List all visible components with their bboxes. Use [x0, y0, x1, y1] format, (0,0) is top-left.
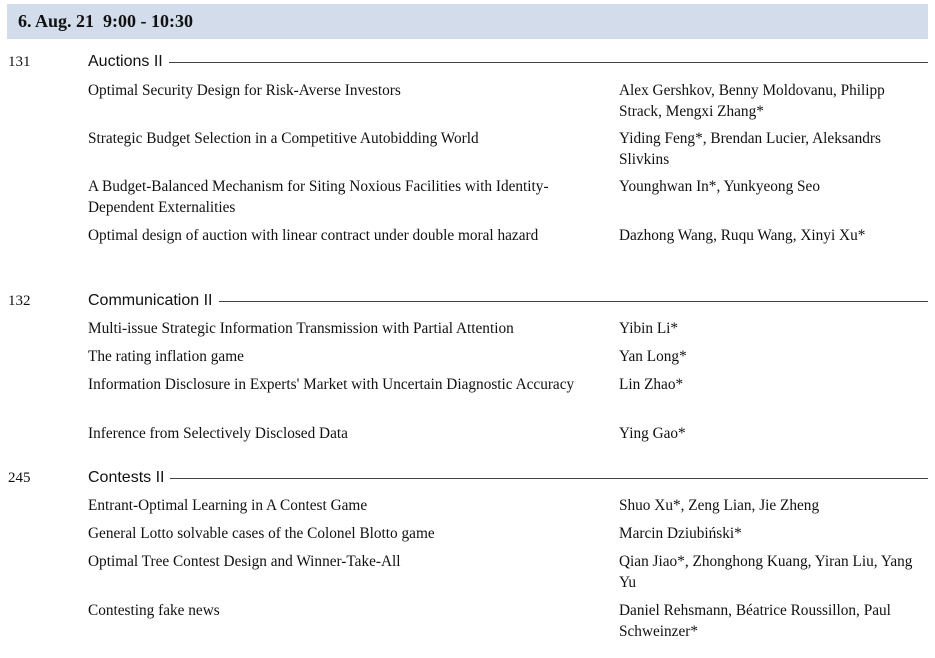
paper-title[interactable]: Information Disclosure in Experts' Market with Uncertain Diagnostic Accuracy	[88, 376, 575, 393]
paper-title[interactable]: The rating inflation game	[88, 348, 244, 365]
paper-authors: Younghwan In*, Yunkyeong Seo	[619, 178, 820, 195]
paper-title[interactable]: A Budget-Balanced Mechanism for Siting Noxious Facilities with Identity-Dependent Externalities	[88, 178, 549, 216]
paper-title[interactable]: Strategic Budget Selection in a Competitive Autobidding World	[88, 130, 479, 147]
paper-authors: Marcin Dziubiński*	[619, 525, 742, 542]
paper-authors: Yan Long*	[619, 348, 687, 365]
paper-authors: Lin Zhao*	[619, 376, 684, 393]
paper-title[interactable]: Multi-issue Strategic Information Transmission with Partial Attention	[88, 320, 514, 337]
paper-authors: Daniel Rehsmann, Béatrice Roussillon, Paul Schweinzer*	[619, 602, 891, 640]
paper-title[interactable]: General Lotto solvable cases of the Colonel Blotto game	[88, 525, 435, 542]
paper-title[interactable]: Optimal design of auction with linear contract under double moral hazard	[88, 227, 539, 244]
schedule-header	[7, 4, 928, 39]
session-number: 131	[8, 54, 31, 70]
paper-authors: Qian Jiao*, Zhonghong Kuang, Yiran Liu, Yang Yu	[619, 553, 913, 591]
session-title[interactable]: Communication II	[88, 292, 219, 310]
paper-authors: Ying Gao*	[619, 425, 686, 442]
paper-authors: Dazhong Wang, Ruqu Wang, Xinyi Xu*	[619, 227, 866, 244]
paper-authors: Alex Gershkov, Benny Moldovanu, Philipp Strack, Mengxi Zhang*	[619, 82, 885, 120]
session-title[interactable]: Auctions II	[88, 53, 169, 71]
session-divider	[88, 62, 928, 63]
session-number: 132	[8, 293, 31, 309]
paper-title[interactable]: Inference from Selectively Disclosed Data	[88, 425, 348, 442]
session-title[interactable]: Contests II	[88, 469, 170, 487]
paper-title[interactable]: Entrant-Optimal Learning in A Contest Game	[88, 497, 368, 514]
session-number: 245	[8, 470, 31, 486]
schedule-date-time: 6. Aug. 21 9:00 - 10:30	[18, 11, 193, 31]
session-divider	[88, 478, 928, 479]
paper-title[interactable]: Contesting fake news	[88, 602, 220, 619]
paper-authors: Shuo Xu*, Zeng Lian, Jie Zheng	[619, 497, 820, 514]
paper-authors: Yiding Feng*, Brendan Lucier, Aleksandrs Slivkins	[619, 130, 881, 168]
paper-authors: Yibin Li*	[619, 320, 679, 337]
paper-title[interactable]: Optimal Tree Contest Design and Winner-Take-All	[88, 553, 401, 570]
paper-title[interactable]: Optimal Security Design for Risk-Averse Investors	[88, 82, 401, 99]
